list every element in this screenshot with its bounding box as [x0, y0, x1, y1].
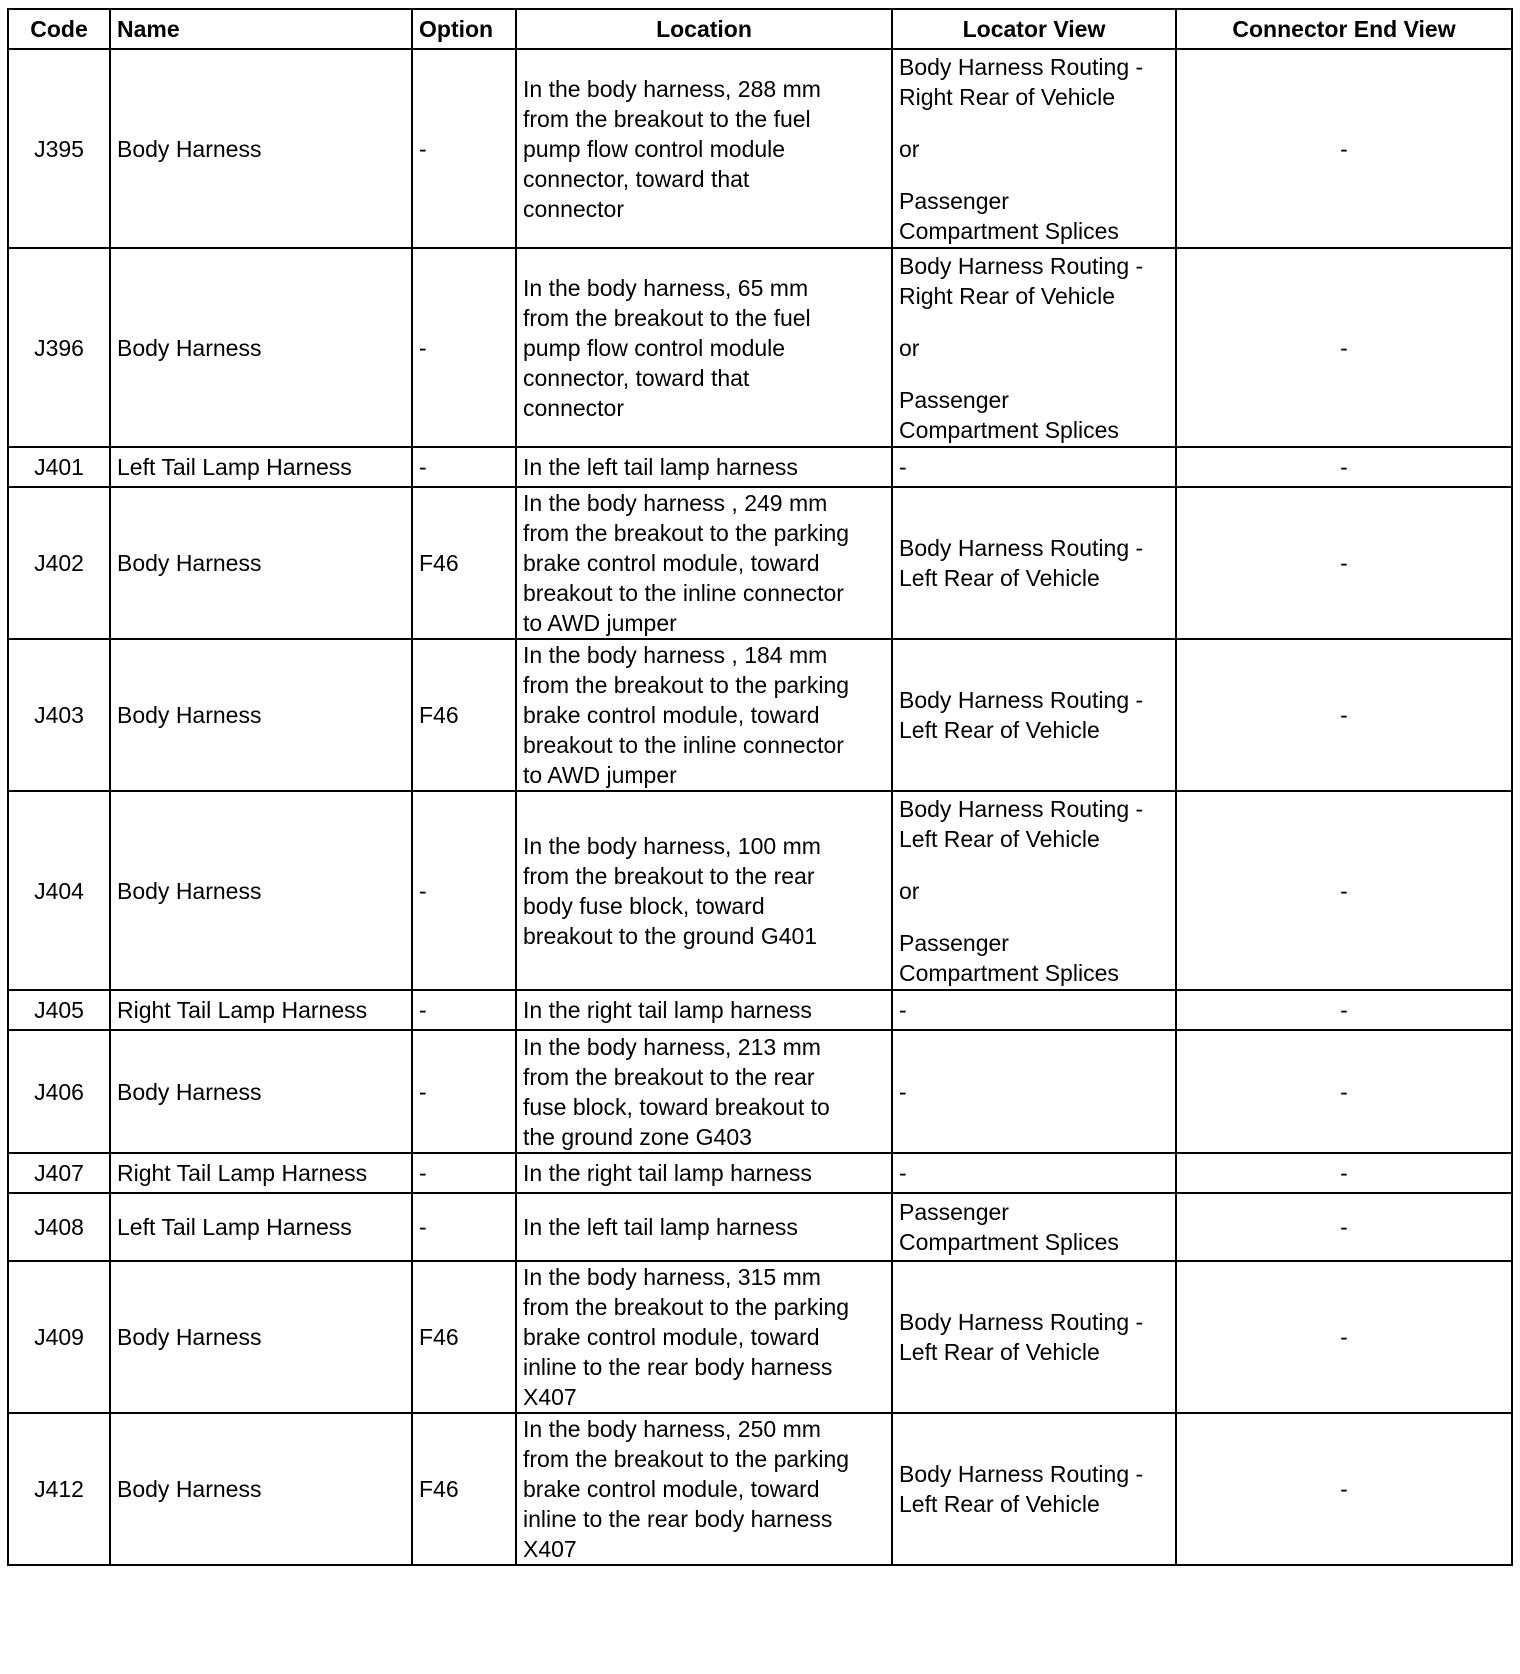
- cell-connector-end-view: -: [1176, 1193, 1512, 1261]
- header-location: Location: [516, 9, 892, 49]
- cell-code: J403: [8, 639, 110, 791]
- locator-line: or: [899, 334, 920, 361]
- cell-code: J406: [8, 1030, 110, 1153]
- cell-name: Body Harness: [110, 1261, 412, 1413]
- cell-locator-view: [892, 791, 1176, 990]
- locator-line: Left Rear of Vehicle: [899, 825, 1100, 852]
- location-line: the ground zone G403: [523, 1123, 752, 1150]
- cell-location: [516, 1153, 892, 1193]
- location-line: connector, toward that: [523, 364, 750, 391]
- cell-option: F46: [412, 1413, 516, 1565]
- table-row: [8, 447, 1512, 487]
- locator-paragraph: [899, 333, 1169, 363]
- cell-option: F46: [412, 1261, 516, 1413]
- cell-connector-end-view: -: [1176, 791, 1512, 990]
- location-line: inline to the rear body harness: [523, 1354, 833, 1380]
- locator-paragraph: [899, 928, 1169, 988]
- cell-locator-view: [892, 487, 1176, 639]
- locator-line: Compartment Splices: [899, 1229, 1119, 1255]
- location-line: In the body harness, 65 mm: [523, 274, 809, 301]
- cell-locator-view: -: [892, 1153, 1176, 1193]
- cell-name: Body Harness: [110, 248, 412, 447]
- location-line: brake control module, toward: [523, 1324, 820, 1350]
- cell-connector-end-view: -: [1176, 248, 1512, 447]
- cell-code: J402: [8, 487, 110, 639]
- locator-line: Body Harness Routing -: [899, 535, 1144, 561]
- cell-name: Left Tail Lamp Harness: [110, 447, 412, 487]
- cell-code: J407: [8, 1153, 110, 1193]
- location-line: brake control module, toward: [523, 550, 820, 576]
- location-line: In the body harness, 213 mm: [523, 1033, 821, 1060]
- cell-name: Body Harness: [110, 1030, 412, 1153]
- cell-code: J395: [8, 49, 110, 248]
- cell-locator-view: [892, 1193, 1176, 1261]
- cell-option: F46: [412, 487, 516, 639]
- location-line: In the left tail lamp harness: [523, 454, 798, 480]
- header-option: Option: [412, 9, 516, 49]
- locator-paragraph: [899, 1459, 1169, 1519]
- table-row: [8, 639, 1512, 791]
- location-line: from the breakout to the parking: [523, 1446, 850, 1472]
- location-line: In the body harness , 184 mm: [523, 642, 828, 668]
- table-row: [8, 49, 1512, 248]
- cell-option: F46: [412, 639, 516, 791]
- cell-code: J408: [8, 1193, 110, 1261]
- cell-location: [516, 49, 892, 248]
- location-line: body fuse block, toward: [523, 892, 765, 919]
- location-line: brake control module, toward: [523, 1476, 820, 1502]
- table-row: [8, 1030, 1512, 1153]
- locator-line: Body Harness Routing -: [899, 795, 1144, 822]
- locator-paragraph: [899, 1197, 1169, 1257]
- cell-option: -: [412, 1030, 516, 1153]
- cell-location: [516, 1193, 892, 1261]
- locator-paragraph: [899, 186, 1169, 246]
- locator-paragraph: [899, 251, 1169, 311]
- splice-table-container: [7, 8, 1513, 1566]
- table-body: [8, 49, 1512, 1565]
- cell-name: Body Harness: [110, 487, 412, 639]
- table-row: [8, 990, 1512, 1030]
- location-line: from the breakout to the rear: [523, 1063, 815, 1090]
- location-line: from the breakout to the fuel: [523, 304, 811, 331]
- cell-code: J396: [8, 248, 110, 447]
- cell-name: Right Tail Lamp Harness: [110, 990, 412, 1030]
- cell-code: J401: [8, 447, 110, 487]
- splice-location-table: [7, 8, 1513, 1566]
- cell-location: [516, 1261, 892, 1413]
- cell-location: [516, 639, 892, 791]
- location-line: brake control module, toward: [523, 702, 820, 728]
- locator-paragraph: [899, 876, 1169, 906]
- location-line: In the right tail lamp harness: [523, 1160, 812, 1186]
- header-locator-view: Locator View: [892, 9, 1176, 49]
- cell-location: [516, 791, 892, 990]
- locator-line: Left Rear of Vehicle: [899, 1491, 1100, 1517]
- table-header-row: [8, 9, 1512, 49]
- location-line: breakout to the inline connector: [523, 580, 844, 606]
- locator-line: Passenger: [899, 1199, 1009, 1225]
- location-line: X407: [523, 1536, 577, 1562]
- location-line: X407: [523, 1384, 577, 1410]
- locator-line: Left Rear of Vehicle: [899, 565, 1100, 591]
- cell-location: [516, 447, 892, 487]
- cell-connector-end-view: -: [1176, 1413, 1512, 1565]
- cell-location: [516, 248, 892, 447]
- location-line: connector, toward that: [523, 165, 750, 192]
- cell-locator-view: -: [892, 447, 1176, 487]
- cell-connector-end-view: -: [1176, 49, 1512, 248]
- cell-name: Right Tail Lamp Harness: [110, 1153, 412, 1193]
- location-line: from the breakout to the parking: [523, 1294, 850, 1320]
- table-row: [8, 1193, 1512, 1261]
- locator-line: Right Rear of Vehicle: [899, 83, 1116, 110]
- cell-option: -: [412, 248, 516, 447]
- cell-option: -: [412, 1153, 516, 1193]
- locator-paragraph: [899, 533, 1169, 593]
- locator-paragraph: [899, 385, 1169, 445]
- location-line: In the body harness, 288 mm: [523, 75, 821, 102]
- location-line: from the breakout to the parking: [523, 520, 850, 546]
- location-line: In the body harness , 249 mm: [523, 490, 828, 516]
- locator-paragraph: [899, 1307, 1169, 1367]
- cell-option: -: [412, 49, 516, 248]
- header-name: Name: [110, 9, 412, 49]
- location-line: from the breakout to the fuel: [523, 105, 811, 132]
- table-row: [8, 791, 1512, 990]
- locator-paragraph: [899, 52, 1169, 112]
- cell-locator-view: [892, 49, 1176, 248]
- locator-line: Body Harness Routing -: [899, 687, 1144, 713]
- table-row: [8, 1261, 1512, 1413]
- cell-connector-end-view: -: [1176, 1030, 1512, 1153]
- cell-name: Left Tail Lamp Harness: [110, 1193, 412, 1261]
- location-line: from the breakout to the rear: [523, 862, 815, 889]
- locator-paragraph: [899, 134, 1169, 164]
- locator-line: Right Rear of Vehicle: [899, 282, 1116, 309]
- locator-line: Passenger: [899, 929, 1009, 956]
- locator-line: Compartment Splices: [899, 416, 1119, 443]
- location-line: In the body harness, 100 mm: [523, 832, 821, 859]
- cell-code: J409: [8, 1261, 110, 1413]
- location-line: inline to the rear body harness: [523, 1506, 833, 1532]
- cell-option: -: [412, 1193, 516, 1261]
- locator-line: Body Harness Routing -: [899, 53, 1144, 80]
- cell-locator-view: -: [892, 990, 1176, 1030]
- cell-code: J405: [8, 990, 110, 1030]
- cell-code: J404: [8, 791, 110, 990]
- cell-option: -: [412, 791, 516, 990]
- cell-option: -: [412, 990, 516, 1030]
- location-line: breakout to the inline connector: [523, 732, 844, 758]
- locator-paragraph: [899, 794, 1169, 854]
- cell-locator-view: -: [892, 1030, 1176, 1153]
- locator-line: Compartment Splices: [899, 959, 1119, 986]
- location-line: to AWD jumper: [523, 610, 677, 636]
- table-row: [8, 1153, 1512, 1193]
- location-line: fuse block, toward breakout to: [523, 1093, 830, 1120]
- table-row: [8, 1413, 1512, 1565]
- cell-name: Body Harness: [110, 1413, 412, 1565]
- cell-locator-view: [892, 1261, 1176, 1413]
- cell-locator-view: [892, 639, 1176, 791]
- table-row: [8, 487, 1512, 639]
- location-line: In the right tail lamp harness: [523, 997, 812, 1023]
- locator-line: Left Rear of Vehicle: [899, 1339, 1100, 1365]
- location-line: connector: [523, 195, 625, 222]
- cell-location: [516, 1413, 892, 1565]
- locator-line: Passenger: [899, 187, 1009, 214]
- location-line: from the breakout to the parking: [523, 672, 850, 698]
- location-line: In the body harness, 250 mm: [523, 1416, 821, 1442]
- location-line: connector: [523, 394, 625, 421]
- cell-connector-end-view: -: [1176, 1153, 1512, 1193]
- table-row: [8, 248, 1512, 447]
- cell-connector-end-view: -: [1176, 990, 1512, 1030]
- cell-locator-view: [892, 1413, 1176, 1565]
- locator-line: Compartment Splices: [899, 217, 1119, 244]
- cell-connector-end-view: -: [1176, 487, 1512, 639]
- header-connector-end-view: Connector End View: [1176, 9, 1512, 49]
- cell-option: -: [412, 447, 516, 487]
- cell-locator-view: [892, 248, 1176, 447]
- location-line: breakout to the ground G401: [523, 922, 818, 949]
- locator-line: Body Harness Routing -: [899, 1461, 1144, 1487]
- header-code: Code: [8, 9, 110, 49]
- cell-name: Body Harness: [110, 49, 412, 248]
- location-line: In the body harness, 315 mm: [523, 1264, 821, 1290]
- cell-code: J412: [8, 1413, 110, 1565]
- locator-line: Body Harness Routing -: [899, 252, 1144, 279]
- cell-connector-end-view: -: [1176, 1261, 1512, 1413]
- cell-location: [516, 1030, 892, 1153]
- location-line: to AWD jumper: [523, 762, 677, 788]
- locator-paragraph: [899, 685, 1169, 745]
- location-line: pump flow control module: [523, 135, 786, 162]
- locator-line: Left Rear of Vehicle: [899, 717, 1100, 743]
- cell-connector-end-view: -: [1176, 639, 1512, 791]
- locator-line: or: [899, 877, 920, 904]
- cell-name: Body Harness: [110, 639, 412, 791]
- location-line: In the left tail lamp harness: [523, 1214, 798, 1240]
- cell-location: [516, 487, 892, 639]
- locator-line: Body Harness Routing -: [899, 1309, 1144, 1335]
- location-line: pump flow control module: [523, 334, 786, 361]
- cell-location: [516, 990, 892, 1030]
- locator-line: Passenger: [899, 386, 1009, 413]
- cell-connector-end-view: -: [1176, 447, 1512, 487]
- locator-line: or: [899, 135, 920, 162]
- cell-name: Body Harness: [110, 791, 412, 990]
